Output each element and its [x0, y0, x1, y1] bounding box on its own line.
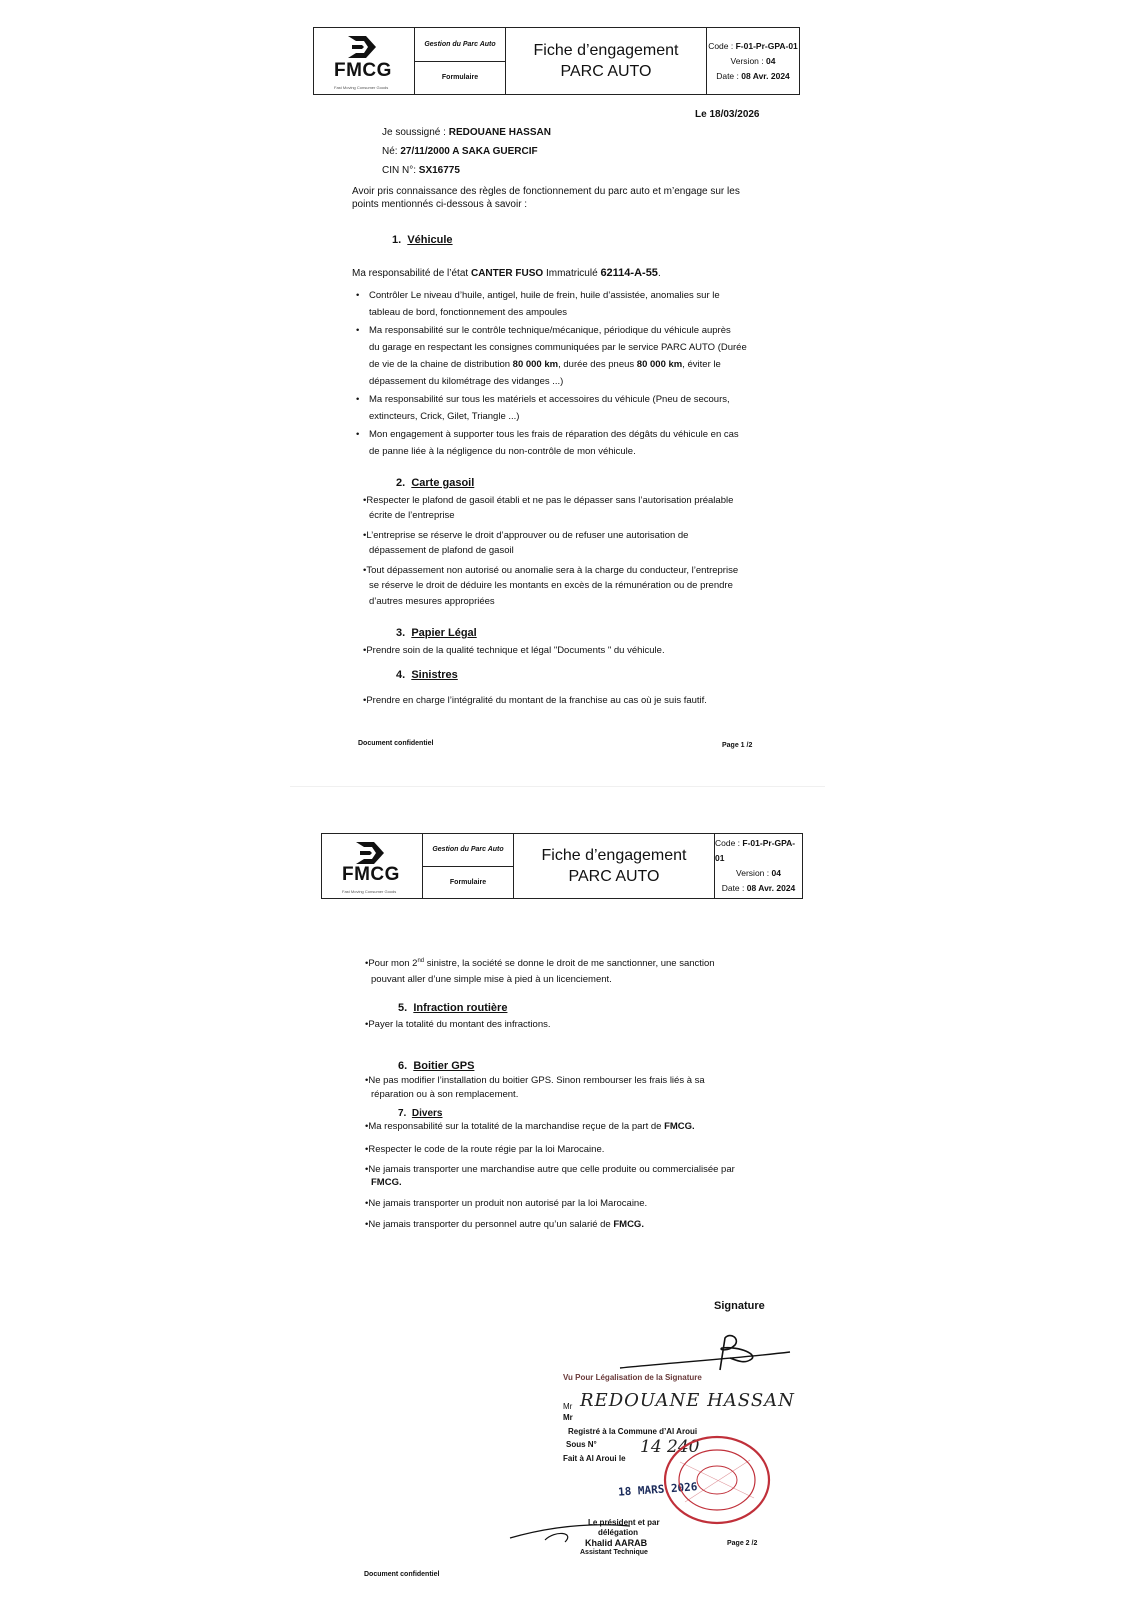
stamp-sous-numero: Sous N° [566, 1440, 597, 1449]
version-value: 04 [765, 55, 776, 66]
date-row [716, 69, 790, 84]
bullet-text: •L’entreprise se réserve le droit d’approuver ou de refuser une autorisation de [363, 530, 689, 541]
bullet-text: •Respecter le plafond de gasoil établi et ne pas le dépasser sans l’autorisation préalable [363, 495, 734, 506]
bullet-text: •Ma responsabilité sur la totalité de la marchandise reçue de la part de FMCG. [365, 1121, 695, 1132]
footer-confidential: Document confidentiel [364, 1571, 440, 1578]
date-value: 08 Avr. 2024 [746, 883, 796, 893]
code-label: Code : [715, 838, 743, 848]
date-value: 08 Avr. 2024 [741, 70, 790, 81]
title-line2: PARC AUTO [560, 63, 652, 80]
version-row [731, 54, 776, 69]
footer-page-number: Page 1 /2 [722, 742, 753, 749]
list-item: • [356, 429, 360, 440]
section-title: Papier Légal [411, 627, 477, 639]
header-type: Formulaire [449, 878, 487, 886]
text-part: FMCG. [664, 1121, 695, 1132]
cin-value: SX16775 [418, 165, 460, 176]
section-4-heading [396, 669, 458, 681]
text-part: , éviter le [682, 359, 721, 370]
list-item: • [356, 290, 360, 301]
brand-name: FMCG [334, 60, 392, 81]
signature-label: Signature [714, 1300, 765, 1312]
bullet-text: se réserve le droit de déduire les montants en excès de la rémunération ou de prendre [369, 580, 733, 591]
page-divider [290, 786, 825, 787]
vehicle-model: CANTER FUSO [470, 268, 544, 279]
bullet-text: •Payer la totalité du montant des infractions. [365, 1019, 551, 1030]
handwritten-name: REDOUANE HASSAN [580, 1390, 795, 1411]
section-number: 2. [396, 477, 406, 489]
bullet-text: Contrôler Le niveau d’huile, antigel, huile de frein, huile d’assistée, anomalies sur le [369, 290, 720, 301]
logo-arrow-icon [344, 32, 384, 62]
title-line1: Fiche d’engagement [533, 42, 679, 59]
version-row [736, 866, 781, 881]
title-line2: PARC AUTO [568, 868, 660, 885]
vehicle-plate: 62114-A-55 [600, 267, 658, 279]
text-part: sinistre, la société se donne le droit de me sanctionner, une sanction [424, 958, 715, 970]
bullet-text: •Ne pas modifier l’installation du boitier GPS. Sinon rembourser les frais liés à sa [365, 1075, 705, 1086]
bullet-text: dépassement de plafond de gasoil [369, 545, 514, 556]
bullet-text: •Ne jamais transporter du personnel autre qu’un salarié de FMCG. [365, 1219, 644, 1230]
handwritten-signature [600, 1330, 800, 1375]
text-part: , durée des pneus [558, 359, 637, 370]
code-value: F-01-Pr-GPA-01 [735, 40, 798, 51]
stamp-registre: Registré à la Commune d’Al Aroui [568, 1427, 698, 1436]
document-date: Le 18/03/2026 [695, 109, 760, 120]
bullet-text: d’autres mesures appropriées [369, 596, 495, 607]
soussigne-value: REDOUANE HASSAN [448, 127, 551, 138]
bullet-text: du garage en respectant les consignes communiquées par le service PARC AUTO (Durée [369, 342, 747, 353]
title-line1: Fiche d’engagement [541, 847, 687, 864]
text-part: Payer la totalité du montant des infractions. [368, 1019, 551, 1030]
header-category: Gestion du Parc Auto [415, 28, 505, 62]
bullet-text: Ma responsabilité sur le contrôle technique/mécanique, périodique du véhicule auprès [369, 325, 731, 336]
section-title: Infraction routière [413, 1002, 508, 1014]
bullet-text: réparation ou à son remplacement. [371, 1089, 519, 1100]
header-meta [423, 834, 514, 898]
footer-page-number: Page 2 /2 [727, 1540, 758, 1547]
code-value: F-01-Pr-GPA-01 [715, 838, 796, 863]
header-category: Gestion du Parc Auto [423, 834, 513, 867]
bullet-text [369, 356, 721, 373]
official-seal-icon [660, 1432, 775, 1527]
section-number: 4. [396, 669, 406, 681]
stamp-agent-name: Khalid AARAB [585, 1538, 648, 1548]
footer-confidential: Document confidentiel [358, 740, 434, 747]
soussigne-line [382, 124, 551, 141]
text-part: Ne jamais transporter du personnel autre qu’un salarié de [368, 1219, 614, 1230]
text-part: 80 000 km [636, 359, 683, 370]
header-code-block [707, 28, 799, 94]
header-meta [415, 28, 506, 94]
text-part: Ne jamais transporter un produit non autorisé par la loi Marocaine. [368, 1198, 648, 1209]
fmcg-logo [322, 834, 423, 898]
agent-signature [505, 1510, 635, 1550]
text-part: de vie de la chaine de distribution [369, 359, 513, 370]
section-number: 5. [398, 1002, 408, 1014]
text-part: Tout dépassement non autorisé ou anomalie sera à la charge du conducteur, l’entreprise [366, 565, 739, 576]
section-1-heading [392, 234, 453, 246]
header-code-block [715, 834, 802, 898]
list-item: • [356, 394, 360, 405]
brand-tagline: Fast Moving Consumer Goods [334, 85, 389, 90]
section-5-heading [398, 1002, 507, 1014]
bullet-text: de panne liée à la négligence du non-contrôle de mon véhicule. [369, 446, 636, 457]
header-type: Formulaire [441, 74, 479, 82]
vehicle-lead [352, 265, 661, 282]
handwritten-number: 14 240 [640, 1437, 700, 1457]
lead-part: Ma responsabilité de l’état [352, 268, 471, 279]
lead-part: . [657, 268, 661, 279]
text-part: Respecter le plafond de gasoil établi et ne pas le dépasser sans l’autorisation préalable [366, 495, 734, 506]
text-part: Prendre en charge l’intégralité du montant de la franchise au cas où je suis fautif. [366, 695, 707, 706]
date-row [722, 881, 796, 896]
section-3-heading [396, 627, 477, 639]
fmcg-logo [314, 28, 415, 94]
text-part: FMCG. [613, 1219, 644, 1230]
bullet-text: pouvant aller d’une simple mise à pied à un licenciement. [371, 974, 612, 985]
stamp-agent-role: Assistant Technique [580, 1549, 648, 1556]
section-2-heading [396, 477, 474, 489]
cin-line [382, 162, 460, 179]
bullet-text: Ma responsabilité sur tous les matériels et accessoires du véhicule (Pneu de secours, [369, 394, 730, 405]
bullet-text: extincteurs, Crick, Gilet, Triangle ...) [369, 411, 520, 422]
date-label: Date : [716, 70, 742, 81]
bullet-text: •Pour mon 2nd sinistre, la société se donne le droit de me sanctionner, une sanction [365, 958, 715, 970]
text-part: nd [417, 958, 425, 964]
text-part: Ne jamais transporter une marchandise autre que celle produite ou commercialisée par [368, 1164, 735, 1175]
text-part: Respecter le code de la route régie par la loi Marocaine. [368, 1144, 605, 1155]
soussigne-label: Je soussigné : [382, 127, 449, 138]
text-part: Ma responsabilité sur la totalité de la marchandise reçue de la part de [368, 1121, 665, 1132]
intro-line1: Avoir pris connaissance des règles de fonctionnement du parc auto et m’engage sur les [352, 186, 740, 197]
header-title [506, 28, 707, 94]
birth-label: Né: [382, 146, 401, 157]
section-title: Carte gasoil [411, 477, 475, 489]
list-item: • [356, 325, 360, 336]
section-title: Boitier GPS [413, 1060, 475, 1072]
version-label: Version : [730, 55, 766, 66]
version-value: 04 [771, 868, 781, 878]
bullet-text: •Prendre en charge l’intégralité du montant de la franchise au cas où je suis fautif. [363, 695, 707, 706]
bullet-text: FMCG. [371, 1177, 402, 1188]
date-label: Date : [721, 883, 747, 893]
stamp-delegation: délégation [598, 1528, 639, 1537]
stamp-fait-a: Fait à Al Aroui le [563, 1454, 626, 1463]
text-part: Ne pas modifier l’installation du boitier GPS. Sinon rembourser les frais liés à sa [368, 1075, 705, 1086]
bullet-text: écrite de l’entreprise [369, 510, 455, 521]
section-number: 7. [398, 1108, 407, 1119]
text-part: 80 000 km [512, 359, 559, 370]
section-title: Véhicule [407, 234, 453, 246]
section-title: Sinistres [411, 669, 458, 681]
header-title [514, 834, 715, 898]
stamp-legalisation: Vu Pour Légalisation de la Signature [563, 1373, 702, 1382]
bullet-text: •Ne jamais transporter un produit non autorisé par la loi Marocaine. [365, 1198, 648, 1209]
lead-part: Immatriculé [543, 268, 601, 279]
page2-header [321, 833, 803, 899]
page1-header [313, 27, 800, 95]
bullet-text: Mon engagement à supporter tous les frais de réparation des dégâts du véhicule en cas [369, 429, 739, 440]
intro-line2: points mentionnés ci-dessous à savoir : [352, 199, 528, 210]
stamp-mr-label: Mr [563, 1413, 573, 1422]
text-part: L’entreprise se réserve le droit d’approuver ou de refuser une autorisation de [366, 530, 689, 541]
section-number: 3. [396, 627, 406, 639]
bullet-text: dépassement du kilométrage des vidanges ...) [369, 376, 564, 387]
code-row [708, 39, 798, 54]
birth-line [382, 143, 538, 160]
section-6-heading [398, 1060, 474, 1072]
stamp-mr-label: Mr [563, 1402, 573, 1411]
version-label: Version : [736, 868, 772, 878]
code-row [715, 836, 802, 866]
section-number: 1. [392, 234, 402, 246]
text-part: Prendre soin de la qualité technique et légal "Documents " du véhicule. [366, 645, 665, 656]
stamp-president: Le président et par [588, 1518, 660, 1527]
bullet-text: •Respecter le code de la route régie par la loi Marocaine. [365, 1144, 605, 1155]
brand-tagline: Fast Moving Consumer Goods [342, 889, 397, 894]
bullet-text: •Ne jamais transporter une marchandise autre que celle produite ou commercialisée par [365, 1164, 735, 1175]
section-number: 6. [398, 1060, 408, 1072]
text-part: Pour mon 2 [368, 958, 418, 970]
section-title: Divers [411, 1108, 443, 1119]
bullet-text: •Tout dépassement non autorisé ou anomalie sera à la charge du conducteur, l’entreprise [363, 565, 739, 576]
bullet-text: tableau de bord, fonctionnement des ampoules [369, 307, 568, 318]
code-label: Code : [708, 40, 736, 51]
bullet-text: •Prendre soin de la qualité technique et légal "Documents " du véhicule. [363, 645, 665, 656]
brand-name: FMCG [342, 864, 400, 885]
birth-value: 27/11/2000 A SAKA GUERCIF [400, 146, 538, 157]
cin-label: CIN N°: [382, 165, 419, 176]
stamp-date: 18 MARS 2026 [617, 1480, 698, 1499]
